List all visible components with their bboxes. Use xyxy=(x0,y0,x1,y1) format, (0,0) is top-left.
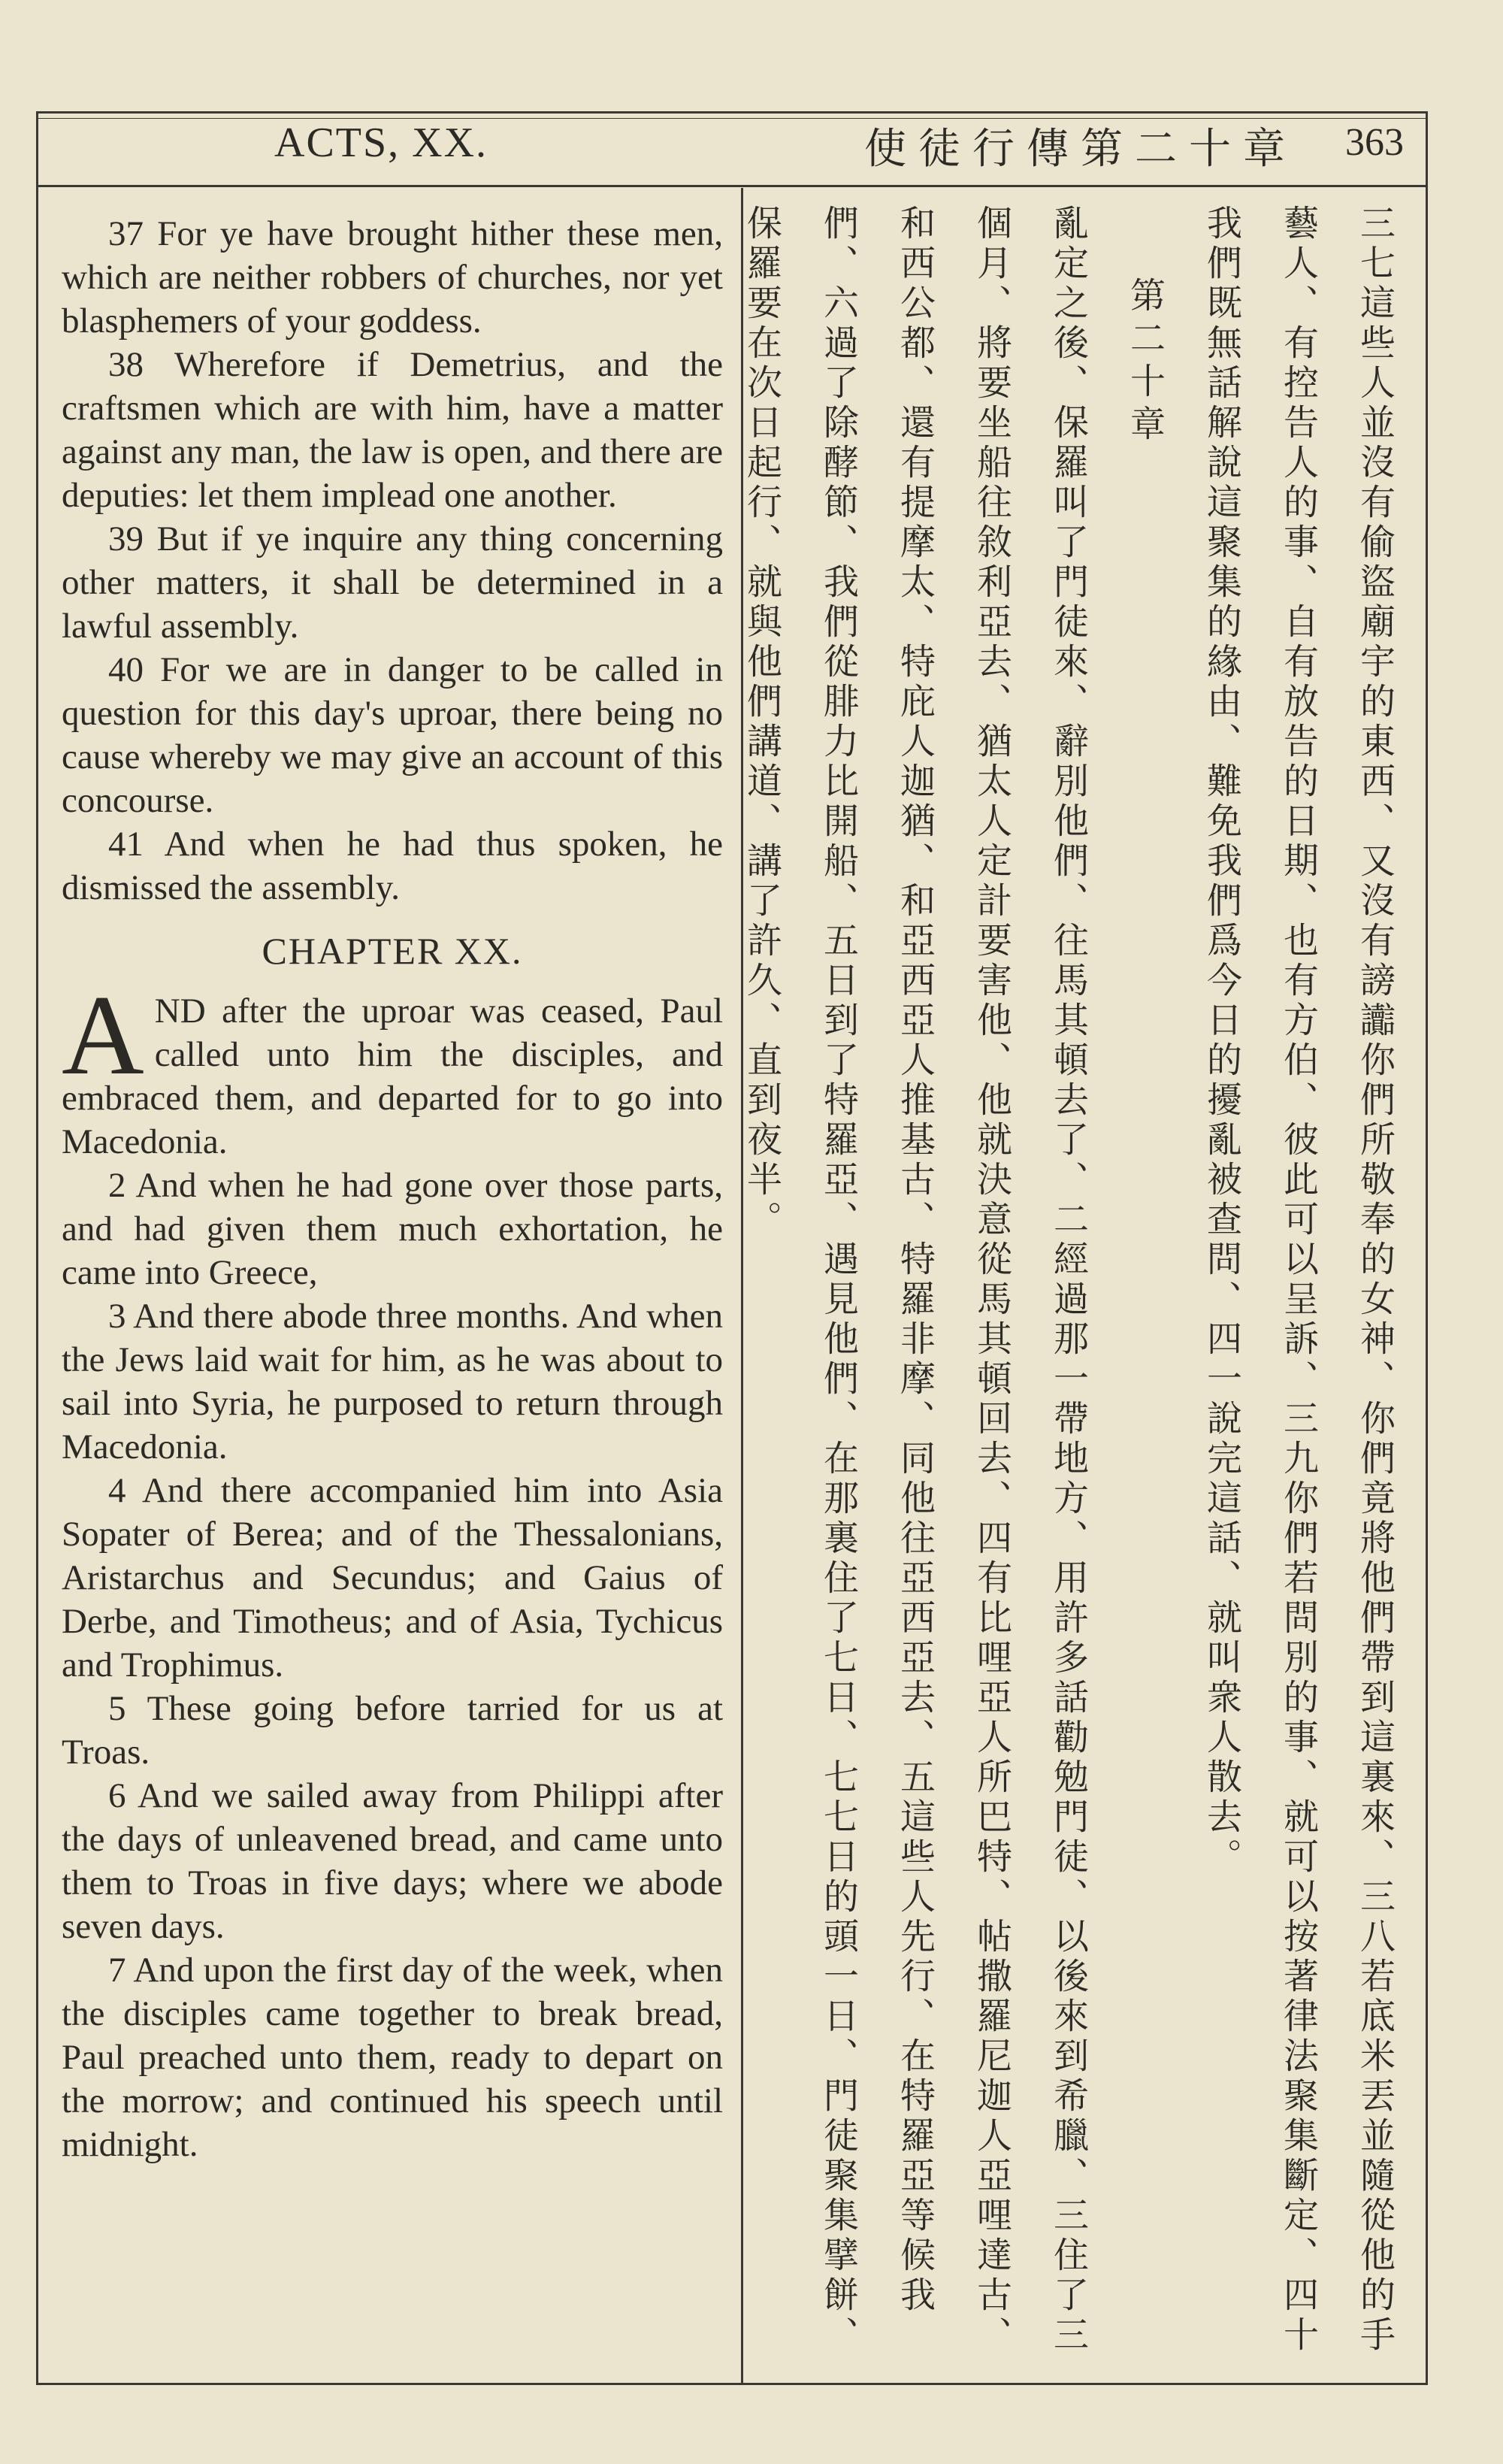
chapter-heading: CHAPTER XX. xyxy=(262,930,523,972)
verse-4: 4 And there accompanied him into Asia Sopater of Berea; and of the Thessalonians, Aristarchus and Secundus; and Gaius of Derbe, and Timotheus; and of Asia, Tychicus and Trophimus. xyxy=(62,1471,723,1685)
english-column xyxy=(62,212,723,2166)
chinese-verses-before: 三七這些人並沒有偷盜廟宇的東西、又沒有謗讟你們所敬奉的女神、你們竟將他們帶到這裏來、三八若底米丟並隨從他的手藝人、有控告人的事、自有放告的日期、也有方伯、彼此可以呈訴、三九你們若問別的事、就可以按著律法聚集斷定、四十我們既無話解說這聚集的緣由、難免我們爲今日的擾亂被查問、四一說完這話、就叫衆人散去。 xyxy=(1201,204,1396,2356)
verse-40: 40 For we are in danger to be called in question for this day's uproar, there being no cause whereby we may give an account of this concourse. xyxy=(62,650,723,820)
chinese-verses-after: 亂定之後、保羅叫了門徒來、辭別他們、往馬其頓去了、二經過那一帶地方、用許多話勸勉門徒、以後來到希臘、三住了三個月、將要坐船往敘利亞去、猶太人定計要害他、他就決意從馬其頓回去、四有比哩亞人所巴特、帖撒羅尼迦人亞哩達古、和西公都、還有提摩太、特庇人迦猶、和亞西亞人推基古、特羅非摩、同他往亞西亞去、五這些人先行、在特羅亞等候我們、六過了除酵節、我們從腓力比開船、五日到了特羅亞、遇見他們、在那裏住了七日、七七日的頭一日、門徒聚集擘餅、保羅要在次日起行、就與他們講道、講了許久、直到夜半。 xyxy=(741,204,1089,2356)
page-number: 363 xyxy=(1345,121,1404,164)
verse-2: 2 And when he had gone over those parts, and had given them much exhortation, he came into Greece, xyxy=(62,1166,723,1292)
verse-5: 5 These going before tarried for us at Troas. xyxy=(62,1689,723,1772)
verse-1-text: ND after the uproar was ceased, Paul called unto him the disciples, and embraced them, and departed for to go into Macedonia. xyxy=(62,991,723,1161)
verse-38: 38 Wherefore if Demetrius, and the craftsmen which are with him, have a matter against any man, the law is open, and there are deputies: let them implead one another. xyxy=(62,345,723,515)
verse-39: 39 But if ye inquire any thing concerning other matters, it shall be determined in a lawful assembly. xyxy=(62,519,723,646)
page-frame-right xyxy=(1426,111,1428,2385)
page-frame-left xyxy=(36,111,38,2385)
verse-1 xyxy=(62,972,723,1164)
header-divider xyxy=(36,185,1428,187)
verse-3: 3 And there abode three months. And when the Jews laid wait for him, as he was about to sail into Syria, he purposed to return through Macedonia. xyxy=(62,1297,723,1467)
running-head-english: ACTS, XX. xyxy=(274,120,488,166)
chinese-column xyxy=(741,204,1413,2369)
running-head-chinese: 使徒行傳第二十章 xyxy=(864,125,1297,174)
verse-41: 41 And when he had thus spoken, he dismissed the assembly. xyxy=(62,825,723,907)
drop-cap: A xyxy=(62,972,144,1098)
page-frame-bottom xyxy=(36,2383,1428,2385)
verse-6: 6 And we sailed away from Philippi after the days of unleavened bread, and came unto them to Troas in five days; where we abode seven days. xyxy=(62,1776,723,1946)
verse-7: 7 And upon the first day of the week, when the disciples came together to break bread, Paul preached unto them, ready to depart on the morrow; and continued his speech until midnight. xyxy=(62,1951,723,2164)
chinese-chapter-heading: 第二十章 xyxy=(1124,277,1166,448)
verse-37: 37 For ye have brought hither these men, which are neither robbers of churches, nor yet blasphemers of your goddess. xyxy=(62,214,723,341)
